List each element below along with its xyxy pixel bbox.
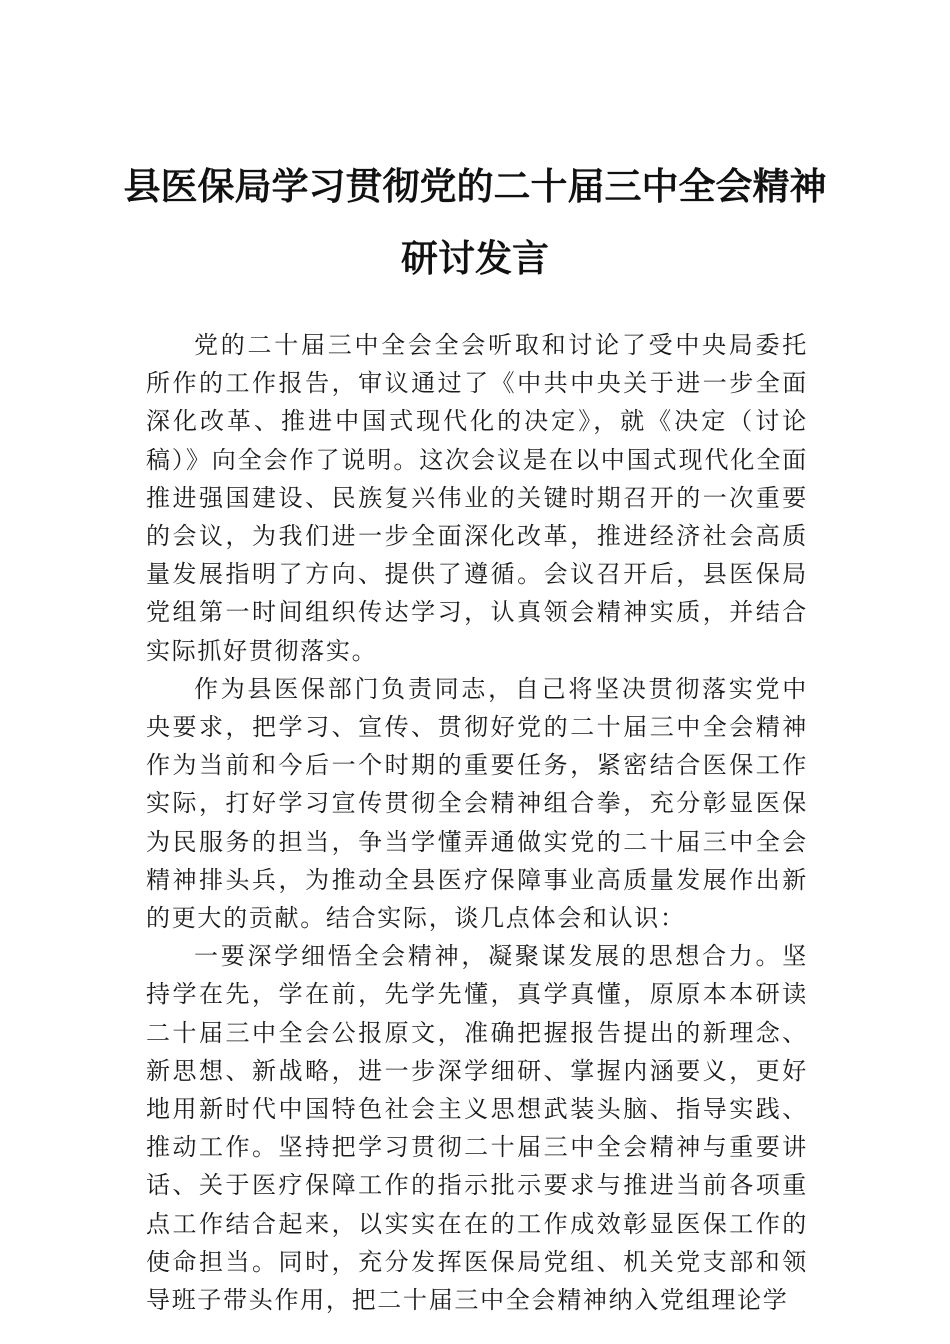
document-title: 县医保局学习贯彻党的二十届三中全会精神研讨发言 [123, 164, 827, 280]
paragraph-2: 作为县医保部门负责同志，自己将坚决贯彻落实党中央要求，把学习、宣传、贯彻好党的二十届三中全会精神作为当前和今后一个时期的重要任务，紧密结合医保工作实际，打好学习宣传贯彻全会精神组合拳，充分彰显医保为民服务的担当，争当学懂弄通做实党的二十届三中全会精神排头兵，为推动全县医疗保障事业高质量发展作出新的更大的贡献。结合实际，谈几点体会和认识： [146, 674, 808, 933]
document-body [146, 326, 808, 1319]
paragraph-3: 一要深学细悟全会精神，凝聚谋发展的思想合力。坚持学在先，学在前，先学先懂，真学真懂，原原本本研读二十届三中全会公报原文，准确把握报告提出的新理念、新思想、新战略，进一步深学细研、掌握内涵要义，更好地用新时代中国特色社会主义思想武装头脑、指导实践、推动工作。坚持把学习贯彻二十届三中全会精神与重要讲话、关于医疗保障工作的指示批示要求与推进当前各项重点工作结合起来，以实实在在的工作成效彰显医保工作的使命担当。同时，充分发挥医保局党组、机关党支部和领导班子带头作用，把二十届三中全会精神纳入党组理论学 [146, 942, 808, 1315]
paragraph-1: 党的二十届三中全会全会听取和讨论了受中央局委托所作的工作报告，审议通过了《中共中央关于进一步全面深化改革、推进中国式现代化的决定》，就《决定（讨论稿）》向全会作了说明。这次会议是在以中国式现代化全面推进强国建设、民族复兴伟业的关键时期召开的一次重要的会议，为我们进一步全面深化改革，推进经济社会高质量发展指明了方向、提供了遵循。会议召开后，县医保局党组第一时间组织传达学习，认真领会精神实质，并结合实际抓好贯彻落实。 [146, 331, 808, 665]
